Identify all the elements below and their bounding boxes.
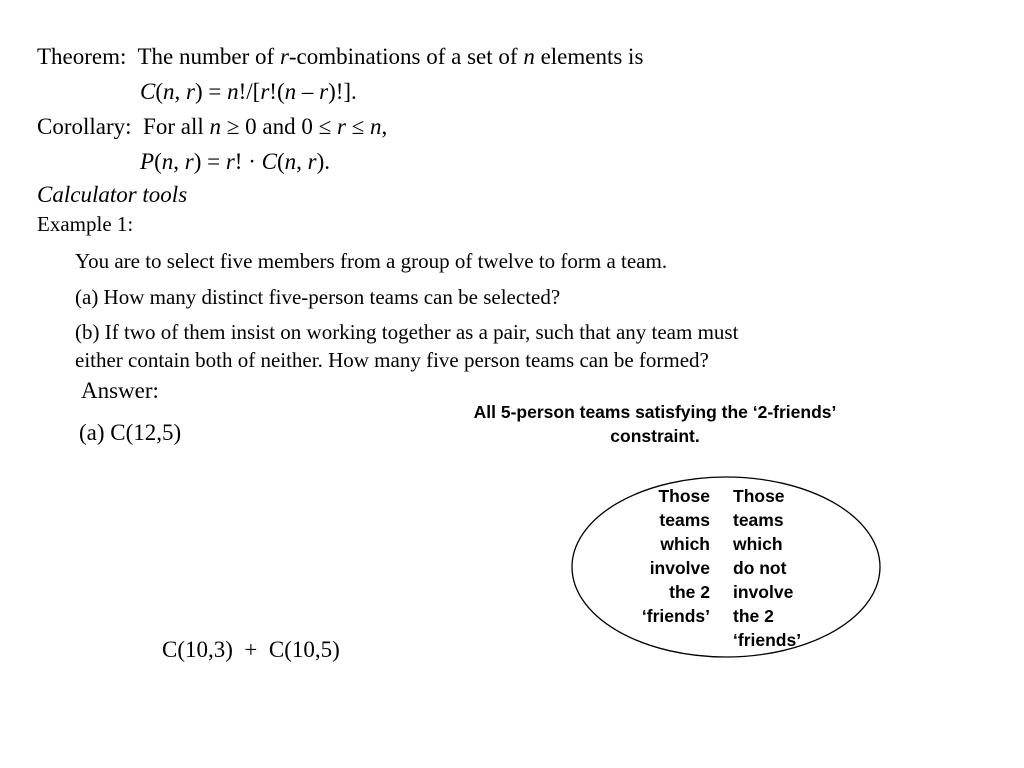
formula-factorial-slash: !/[ [238, 79, 261, 104]
formula-equals: ) = [193, 149, 226, 174]
left-line: the 2 [669, 582, 710, 602]
corollary-var-n: n [370, 114, 382, 139]
diagram-left-text [610, 484, 710, 628]
corollary-text-c: ≤ [345, 114, 371, 139]
formula-r: r [225, 149, 235, 174]
example-title: Example 1: [37, 212, 134, 236]
left-line: Those [658, 486, 710, 506]
left-line: which [660, 534, 710, 554]
formula-r: r [186, 79, 195, 104]
right-line: the 2 [733, 606, 774, 626]
diagram-right-text [733, 484, 843, 652]
formula-r: r [319, 79, 329, 104]
formula-minus: – [296, 79, 320, 104]
formula-comma: , [296, 149, 308, 174]
formula-p: P [140, 149, 155, 174]
corollary-text-b: ≥ 0 and 0 ≤ [221, 114, 337, 139]
example-part-a: (a) How many distinct five-person teams can be selected? [75, 285, 561, 309]
right-line: do not [733, 558, 787, 578]
diagram-title-line1: All 5-person teams satisfying the ‘2-friends’ [473, 402, 837, 422]
corollary-text-d: , [381, 114, 388, 139]
formula-n: n [284, 79, 297, 104]
formula-n: n [163, 79, 175, 104]
formula-n: n [161, 149, 174, 174]
left-line: ‘friends’ [641, 606, 710, 626]
answer-part-b: C(10,3) + C(10,5) [162, 637, 340, 662]
theorem-label: Theorem: [37, 44, 127, 69]
example-part-b-line1: (b) If two of them insist on working together as a pair, such that any team must [75, 320, 739, 344]
left-line: involve [649, 558, 710, 578]
theorem-text-b: -combinations of a set of [288, 44, 524, 69]
formula-equals: ) = [194, 79, 228, 104]
corollary-var-r: r [336, 114, 346, 139]
theorem-var-r: r [279, 44, 289, 69]
example-part-b-line2: either contain both of neither. How many five person teams can be formed? [75, 348, 709, 372]
formula-c: C [261, 149, 277, 174]
formula-n: n [227, 79, 239, 104]
formula-factorial-dot: ! · [234, 149, 262, 174]
formula-r: r [184, 149, 194, 174]
theorem-var-n: n [523, 44, 535, 69]
diagram-title-line2: constraint. [610, 426, 700, 446]
right-line: ‘friends’ [733, 630, 802, 650]
formula-paren: ( [155, 79, 164, 104]
theorem-text-c: elements is [534, 44, 644, 69]
left-line: teams [659, 510, 710, 530]
answer-label: Answer: [81, 378, 159, 403]
corollary-text-a: For all [143, 114, 210, 139]
formula-comma: , [173, 149, 185, 174]
example-line1: You are to select five members from a group of twelve to form a team. [75, 249, 668, 273]
formula-c: C [140, 79, 156, 104]
answer-part-a: (a) C(12,5) [79, 420, 182, 445]
theorem-text-a: The number of [137, 44, 280, 69]
formula-comma: , [174, 79, 187, 104]
formula-paren: ( [276, 149, 285, 174]
formula-n: n [284, 149, 297, 174]
right-line: involve [733, 582, 794, 602]
calculator-tools: Calculator tools [37, 182, 188, 207]
formula-end: ). [316, 149, 330, 174]
formula-r: r [260, 79, 270, 104]
right-line: teams [733, 510, 784, 530]
formula-end: )!]. [328, 79, 357, 104]
formula-r: r [307, 149, 317, 174]
corollary-label: Corollary: [37, 114, 132, 139]
formula-paren: ( [154, 149, 162, 174]
right-line: which [733, 534, 783, 554]
right-line: Those [733, 486, 785, 506]
formula-factorial-paren: !( [269, 79, 285, 104]
corollary-var-n: n [209, 114, 221, 139]
